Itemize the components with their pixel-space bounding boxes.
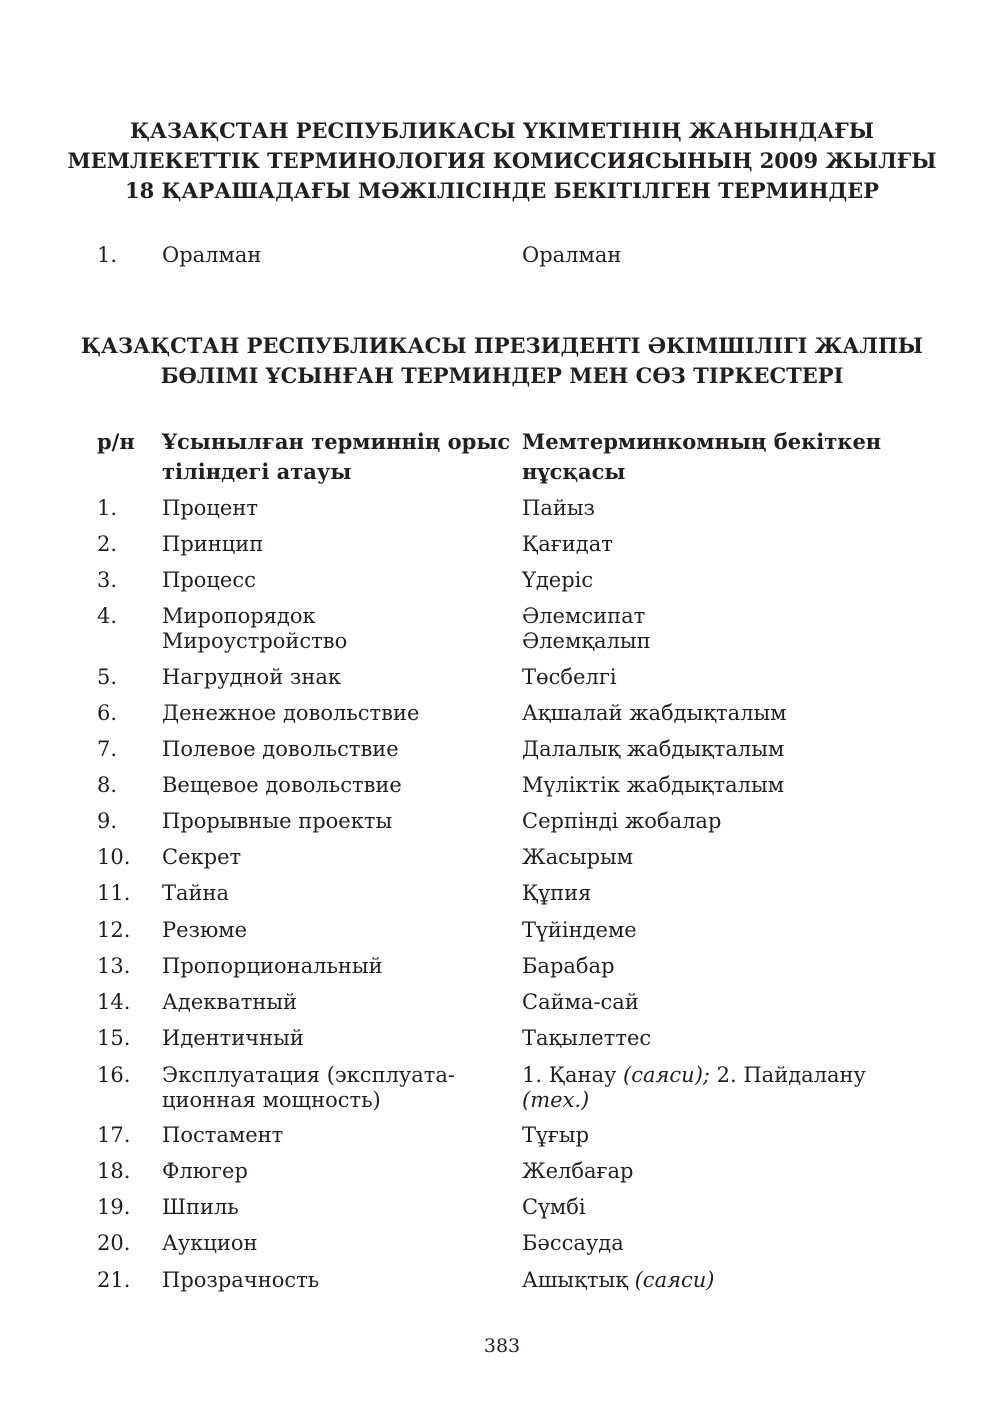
row-number: 4.	[97, 604, 118, 628]
russian-term: Процент	[162, 496, 258, 520]
row-number: 11.	[97, 881, 131, 905]
kazakh-term: Төсбелгі	[522, 665, 617, 689]
row-number: 21.	[97, 1268, 131, 1292]
item-number: 1.	[97, 243, 118, 267]
row-number: 17.	[97, 1123, 131, 1147]
row-number: 10.	[97, 845, 131, 869]
russian-term: Прозрачность	[162, 1268, 320, 1292]
kazakh-term: Құпия	[522, 881, 592, 905]
kazakh-term: Сүмбі	[522, 1195, 586, 1219]
row-number: 13.	[97, 954, 131, 978]
kazakh-term: Тақылеттес	[522, 1026, 652, 1050]
russian-term: Полевое довольствие	[162, 737, 399, 761]
kazakh-term: Қағидат	[522, 532, 613, 556]
row-number: 6.	[97, 701, 118, 725]
row-number: 8.	[97, 773, 118, 797]
kazakh-term: Далалық жабдықталым	[522, 737, 785, 761]
row-number: 18.	[97, 1159, 131, 1183]
row-number: 16.	[97, 1063, 131, 1087]
row-number: 7.	[97, 737, 118, 761]
row-number: 9.	[97, 809, 118, 833]
section-heading-2	[60, 331, 944, 391]
kazakh-term: Үдеріс	[522, 568, 594, 592]
row-number: 12.	[97, 918, 131, 942]
kazakh-term: Серпінді жобалар	[522, 809, 722, 833]
russian-term: Флюгер	[162, 1159, 248, 1183]
heading-line: ҚАЗАҚСТАН РЕСПУБЛИКАСЫ ҮКІМЕТІНІҢ ЖАНЫНДАҒЫ	[130, 118, 874, 143]
row-number: 14.	[97, 990, 131, 1014]
heading-line: ҚАЗАҚСТАН РЕСПУБЛИКАСЫ ПРЕЗИДЕНТІ ӘКІМШІЛІГІ ЖАЛПЫ	[80, 333, 924, 358]
kazakh-term: Тұғыр	[522, 1123, 590, 1147]
kazakh-term: Ашықтық (саяси)	[522, 1268, 715, 1292]
russian-term: Оралман	[162, 243, 262, 267]
row-number: 5.	[97, 665, 118, 689]
usage-note: (саяси);	[623, 1063, 710, 1087]
kazakh-term: Барабар	[522, 954, 615, 978]
heading-line: МЕМЛЕКЕТТІК ТЕРМИНОЛОГИЯ КОМИССИЯСЫНЫҢ 2009 ЖЫЛҒЫ	[67, 148, 937, 173]
kazakh-term: Ақшалай жабдықталым	[522, 701, 787, 725]
russian-term: Вещевое довольствие	[162, 773, 402, 797]
column-header-number: р/н	[97, 429, 135, 454]
usage-note: (тех.)	[522, 1088, 590, 1112]
heading-line: БӨЛІМІ ҰСЫНҒАН ТЕРМИНДЕР МЕН СӨЗ ТІРКЕСТЕРІ	[160, 363, 844, 388]
row-number: 20.	[97, 1231, 131, 1255]
section-heading-1	[60, 116, 944, 206]
kazakh-term: Жасырым	[522, 845, 634, 869]
russian-term: Эксплуатация (эксплуата- ционная мощность)	[162, 1063, 456, 1112]
row-number: 19.	[97, 1195, 131, 1219]
kazakh-term: Бәссауда	[522, 1231, 624, 1255]
russian-term: Принцип	[162, 532, 264, 556]
russian-term: Нагрудной знак	[162, 665, 341, 689]
kazakh-term: Пайыз	[522, 496, 595, 520]
russian-term: Миропорядок Мироустройство	[162, 604, 348, 653]
russian-term: Идентичный	[162, 1026, 304, 1050]
russian-term: Тайна	[162, 881, 230, 905]
russian-term: Процесс	[162, 568, 256, 592]
column-header-russian: Ұсынылған терминнің орыс тіліндегі атауы	[162, 429, 511, 484]
kazakh-term: Әлемсипат Әлемқалып	[522, 604, 651, 653]
kazakh-term: Сайма-сай	[522, 990, 639, 1014]
russian-term: Адекватный	[162, 990, 298, 1014]
usage-note: (саяси)	[634, 1268, 715, 1292]
row-number: 1.	[97, 496, 118, 520]
russian-term: Пропорциональный	[162, 954, 383, 978]
kazakh-term: Оралман	[522, 243, 622, 267]
row-number: 2.	[97, 532, 118, 556]
russian-term: Денежное довольствие	[162, 701, 420, 725]
column-header-kazakh: Мемтерминкомның бекіткен нұсқасы	[522, 429, 882, 484]
russian-term: Аукцион	[162, 1231, 258, 1255]
russian-term: Шпиль	[162, 1195, 239, 1219]
row-number: 15.	[97, 1026, 131, 1050]
russian-term: Резюме	[162, 918, 248, 942]
kazakh-term: 1. Қанау (саяси); 2. Пайдалану (тех.)	[522, 1063, 866, 1112]
russian-term: Прорывные проекты	[162, 809, 393, 833]
kazakh-term: Желбағар	[522, 1159, 634, 1183]
russian-term: Постамент	[162, 1123, 284, 1147]
page-number: 383	[483, 1335, 521, 1357]
russian-term: Секрет	[162, 845, 242, 869]
heading-line: 18 ҚАРАШАДАҒЫ МӘЖІЛІСІНДЕ БЕКІТІЛГЕН ТЕРМИНДЕР	[124, 178, 880, 203]
row-number: 3.	[97, 568, 118, 592]
kazakh-term: Түйіндеме	[522, 918, 637, 942]
kazakh-term: Мүліктік жабдықталым	[522, 773, 785, 797]
